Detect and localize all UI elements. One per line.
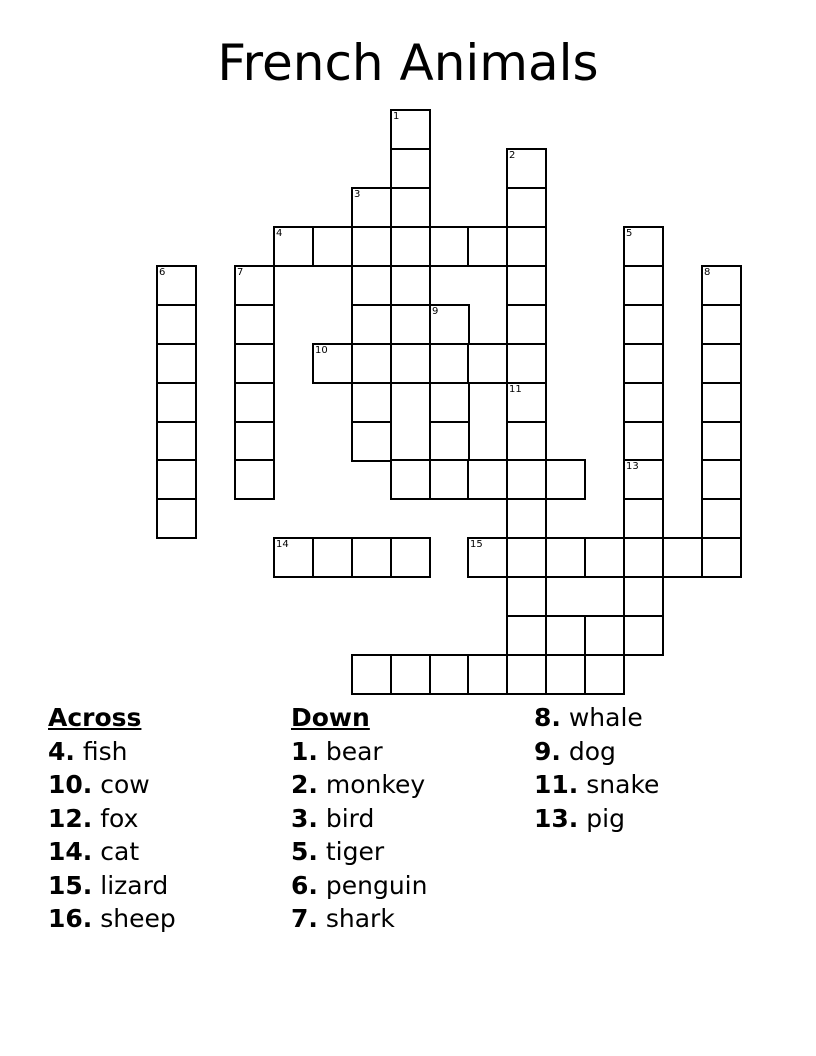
clue-item-number: 1.: [291, 736, 318, 766]
grid-cell[interactable]: [312, 537, 353, 578]
clue-number: 4: [276, 228, 283, 239]
grid-cell[interactable]: [506, 459, 547, 500]
grid-cell[interactable]: [701, 421, 742, 462]
grid-cell[interactable]: [506, 421, 547, 462]
grid-cell[interactable]: [701, 304, 742, 345]
clue-item-text: cat: [100, 837, 140, 866]
grid-cell[interactable]: [467, 459, 508, 500]
grid-cell[interactable]: [390, 537, 431, 578]
grid-cell[interactable]: [584, 537, 625, 578]
clue-item: [48, 735, 176, 769]
grid-cell[interactable]: [351, 226, 392, 267]
clue-number: 5: [626, 228, 633, 239]
clue-item: [48, 869, 176, 903]
grid-cell[interactable]: [701, 498, 742, 539]
clue-number: 13: [626, 461, 639, 472]
clue-item: [48, 768, 176, 802]
clue-item-text: lizard: [100, 870, 169, 900]
grid-cell[interactable]: [506, 265, 547, 306]
clue-item-number: 6.: [291, 870, 318, 900]
clue-item-number: 15.: [48, 870, 93, 900]
clue-item: [48, 802, 176, 836]
grid-cell[interactable]: [234, 382, 275, 423]
grid-cell[interactable]: [623, 421, 664, 462]
clue-item: [534, 802, 659, 836]
grid-cell[interactable]: [156, 265, 197, 306]
clue-item-text: shark: [325, 904, 395, 933]
grid-cell[interactable]: [390, 654, 431, 695]
grid-cell[interactable]: [623, 265, 664, 306]
grid-cell[interactable]: [623, 304, 664, 345]
grid-cell[interactable]: [623, 537, 664, 578]
clue-item-number: 7.: [291, 904, 318, 933]
grid-cell[interactable]: [506, 343, 547, 384]
clue-item-text: tiger: [325, 837, 385, 866]
grid-cell[interactable]: [351, 382, 392, 423]
down-clues: [291, 701, 427, 936]
grid-cell[interactable]: [506, 615, 547, 656]
page-title: French Animals: [217, 34, 599, 92]
clue-number: 1: [393, 111, 400, 122]
clue-item-text: fish: [82, 736, 128, 766]
clue-item-text: bear: [325, 736, 383, 766]
grid-cell[interactable]: [234, 459, 275, 500]
grid-cell[interactable]: [506, 226, 547, 267]
clue-number: 9: [432, 306, 439, 317]
clue-item: [291, 902, 427, 936]
grid-cell[interactable]: [273, 537, 314, 578]
grid-cell[interactable]: [351, 304, 392, 345]
grid-cell[interactable]: [390, 148, 431, 189]
grid-cell[interactable]: [623, 615, 664, 656]
grid-cell[interactable]: [390, 187, 431, 228]
grid-cell[interactable]: [701, 459, 742, 500]
grid-cell[interactable]: [429, 343, 470, 384]
grid-cell[interactable]: [351, 654, 392, 695]
clue-item-number: 2.: [291, 770, 318, 799]
grid-cell[interactable]: [584, 615, 625, 656]
clue-item-number: 16.: [48, 904, 93, 933]
grid-cell[interactable]: [390, 343, 431, 384]
grid-cell[interactable]: [273, 226, 314, 267]
clue-item-text: sheep: [100, 904, 176, 933]
grid-cell[interactable]: [390, 265, 431, 306]
clue-item-text: monkey: [325, 770, 426, 799]
clue-item: [291, 768, 427, 802]
grid-cell[interactable]: [467, 343, 508, 384]
clue-item: [291, 802, 427, 836]
grid-cell[interactable]: [156, 304, 197, 345]
clue-item: [48, 835, 176, 869]
grid-cell[interactable]: [429, 304, 470, 345]
grid-cell[interactable]: [467, 537, 508, 578]
grid-cell[interactable]: [234, 343, 275, 384]
clue-item-number: 14.: [48, 837, 93, 866]
grid-cell[interactable]: [312, 226, 353, 267]
grid-cell[interactable]: [545, 615, 586, 656]
clue-number: 11: [509, 384, 522, 395]
clue-number: 3: [354, 189, 361, 200]
clue-number: 10: [315, 345, 328, 356]
grid-cell[interactable]: [156, 382, 197, 423]
clue-item: [291, 835, 427, 869]
grid-cell[interactable]: [623, 576, 664, 617]
grid-cell[interactable]: [701, 382, 742, 423]
clue-item: [291, 869, 427, 903]
grid-cell[interactable]: [351, 265, 392, 306]
clue-number: 6: [159, 267, 166, 278]
grid-cell[interactable]: [545, 654, 586, 695]
grid-cell[interactable]: [701, 537, 742, 578]
grid-cell[interactable]: [234, 304, 275, 345]
clue-item-text: whale: [568, 703, 643, 732]
grid-cell[interactable]: [506, 537, 547, 578]
grid-cell[interactable]: [429, 654, 470, 695]
clue-item-number: 11.: [534, 770, 579, 799]
clue-item: [48, 902, 176, 936]
grid-cell[interactable]: [623, 382, 664, 423]
grid-cell[interactable]: [506, 498, 547, 539]
grid-cell[interactable]: [506, 654, 547, 695]
grid-cell[interactable]: [351, 537, 392, 578]
grid-cell[interactable]: [545, 537, 586, 578]
grid-cell[interactable]: [234, 421, 275, 462]
across-clues: [48, 701, 176, 936]
grid-cell[interactable]: [429, 421, 470, 462]
clue-number: 8: [704, 267, 711, 278]
grid-cell[interactable]: [351, 343, 392, 384]
clue-item-number: 8.: [534, 703, 561, 732]
clue-item-text: dog: [568, 736, 616, 766]
clue-item-text: penguin: [325, 870, 428, 900]
clue-item-text: bird: [325, 803, 375, 833]
grid-cell[interactable]: [390, 459, 431, 500]
grid-cell[interactable]: [506, 382, 547, 423]
grid-cell[interactable]: [701, 265, 742, 306]
clue-item-number: 9.: [534, 736, 561, 766]
clue-number: 7: [237, 267, 244, 278]
grid-cell[interactable]: [156, 421, 197, 462]
down-clues-continued: [534, 701, 659, 835]
clue-item-number: 3.: [291, 803, 318, 833]
grid-cell[interactable]: [623, 343, 664, 384]
clue-item-number: 10.: [48, 770, 93, 799]
clue-item-number: 12.: [48, 803, 93, 833]
down-heading: Down: [291, 703, 370, 732]
clue-item-text: snake: [586, 770, 660, 799]
grid-cell[interactable]: [701, 343, 742, 384]
grid-cell[interactable]: [156, 498, 197, 539]
grid-cell[interactable]: [467, 226, 508, 267]
grid-cell[interactable]: [584, 654, 625, 695]
clue-item-text: fox: [100, 803, 139, 833]
grid-cell[interactable]: [351, 187, 392, 228]
across-heading: Across: [48, 703, 142, 732]
clue-item: [534, 701, 659, 735]
grid-cell[interactable]: [506, 304, 547, 345]
grid-cell[interactable]: [156, 343, 197, 384]
grid-cell[interactable]: [351, 421, 392, 462]
grid-cell[interactable]: [467, 654, 508, 695]
grid-cell[interactable]: [390, 109, 431, 150]
grid-cell[interactable]: [662, 537, 703, 578]
clue-item: [291, 735, 427, 769]
clue-item-number: 13.: [534, 803, 579, 833]
clue-item: [534, 735, 659, 769]
grid-cell[interactable]: [312, 343, 353, 384]
grid-cell[interactable]: [234, 265, 275, 306]
grid-cell[interactable]: [156, 459, 197, 500]
grid-cell[interactable]: [506, 576, 547, 617]
grid-cell[interactable]: [506, 187, 547, 228]
clue-item-text: cow: [100, 770, 150, 799]
grid-cell[interactable]: [506, 148, 547, 189]
clue-item: [534, 768, 659, 802]
clue-number: 2: [509, 150, 516, 161]
grid-cell[interactable]: [623, 226, 664, 267]
grid-cell[interactable]: [429, 226, 470, 267]
grid-cell[interactable]: [390, 226, 431, 267]
clue-item-number: 5.: [291, 837, 318, 866]
clue-number: 15: [470, 539, 483, 550]
clue-number: 14: [276, 539, 289, 550]
grid-cell[interactable]: [545, 459, 586, 500]
clue-item-text: pig: [586, 803, 625, 833]
grid-cell[interactable]: [623, 498, 664, 539]
grid-cell[interactable]: [429, 382, 470, 423]
grid-cell[interactable]: [623, 459, 664, 500]
clue-item-number: 4.: [48, 736, 75, 766]
grid-cell[interactable]: [429, 459, 470, 500]
